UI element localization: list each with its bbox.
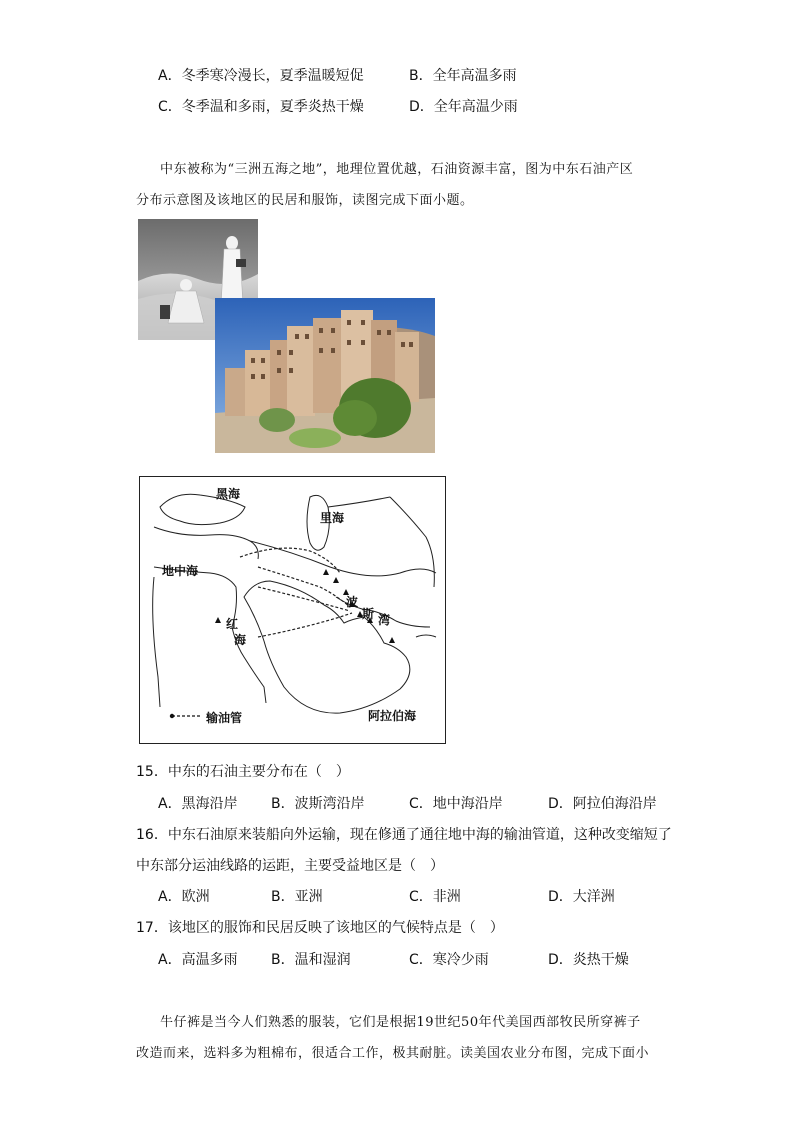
q17-option-c: C．寒冷少雨 — [409, 952, 489, 968]
q17-option-d: D．炎热干燥 — [548, 952, 629, 968]
tower-houses-image — [215, 298, 435, 453]
option-letter: A． — [158, 68, 182, 84]
persian-gulf-label-2: 斯 — [362, 607, 375, 621]
q15-option-d: D．阿拉伯海沿岸 — [548, 796, 657, 812]
persian-gulf-label-1: 波 — [346, 595, 359, 609]
q16-option-c: C．非洲 — [409, 889, 461, 905]
question-16-stem-line: 中东部分运油线路的运距，主要受益地区是（ ） — [136, 858, 444, 874]
question-15-stem: 15．中东的石油主要分布在（ ） — [136, 764, 350, 780]
middle-east-oil-map — [139, 476, 446, 744]
mediterranean-label: 地中海 — [162, 564, 199, 578]
arabian-sea-label: 阿拉伯海 — [368, 709, 417, 723]
option-d — [409, 97, 518, 117]
intro-paragraph-line: 牛仔裤是当今人们熟悉的服装，它们是根据19世纪50年代美国西部牧民所穿裤子 — [160, 1015, 641, 1030]
q15-option-b: B．波斯湾沿岸 — [271, 796, 365, 812]
red-sea-label-1: 红 — [226, 617, 239, 631]
intro-paragraph-line: 分布示意图及该地区的民居和服饰，读图完成下面小题。 — [136, 193, 474, 208]
black-sea-label: 黑海 — [216, 487, 241, 501]
q16-option-d: D．大洋洲 — [548, 889, 615, 905]
q17-option-a: A．高温多雨 — [158, 952, 238, 968]
legend-pipeline-label: 输油管 — [206, 711, 243, 725]
intro-paragraph-line: 改造而来，选料多为粗棉布，很适合工作，极其耐脏。读美国农业分布图，完成下面小 — [136, 1046, 650, 1061]
option-letter: C． — [158, 99, 182, 115]
option-text: 冬季寒冷漫长，夏季温暖短促 — [181, 68, 364, 84]
option-b — [409, 66, 517, 86]
question-17-stem: 17．该地区的服饰和民居反映了该地区的气候特点是（ ） — [136, 920, 504, 936]
tower-houses-photo — [215, 298, 435, 453]
map-drawing — [140, 477, 445, 743]
q15-option-a: A．黑海沿岸 — [158, 796, 238, 812]
intro-paragraph-line: 中东被称为“三洲五海之地”，地理位置优越，石油资源丰富，图为中东石油产区 — [160, 162, 634, 177]
question-16-stem-line: 16．中东石油原来装船向外运输，现在修通了通往地中海的输油管道，这种改变缩短了 — [136, 827, 672, 843]
q15-option-c: C．地中海沿岸 — [409, 796, 503, 812]
red-sea-label-2: 海 — [234, 633, 247, 647]
option-c — [158, 97, 364, 117]
q16-option-a: A．欧洲 — [158, 889, 210, 905]
persian-gulf-label-3: 湾 — [378, 613, 391, 627]
caspian-sea-label: 里海 — [320, 511, 345, 525]
option-letter: D． — [409, 99, 434, 115]
q17-option-b: B．温和湿润 — [271, 952, 351, 968]
option-text: 全年高温少雨 — [433, 99, 518, 115]
option-text: 全年高温多雨 — [432, 68, 517, 84]
option-a — [158, 66, 364, 86]
option-letter: B． — [409, 68, 433, 84]
option-text: 冬季温和多雨，夏季炎热干燥 — [181, 99, 364, 115]
q16-option-b: B．亚洲 — [271, 889, 323, 905]
